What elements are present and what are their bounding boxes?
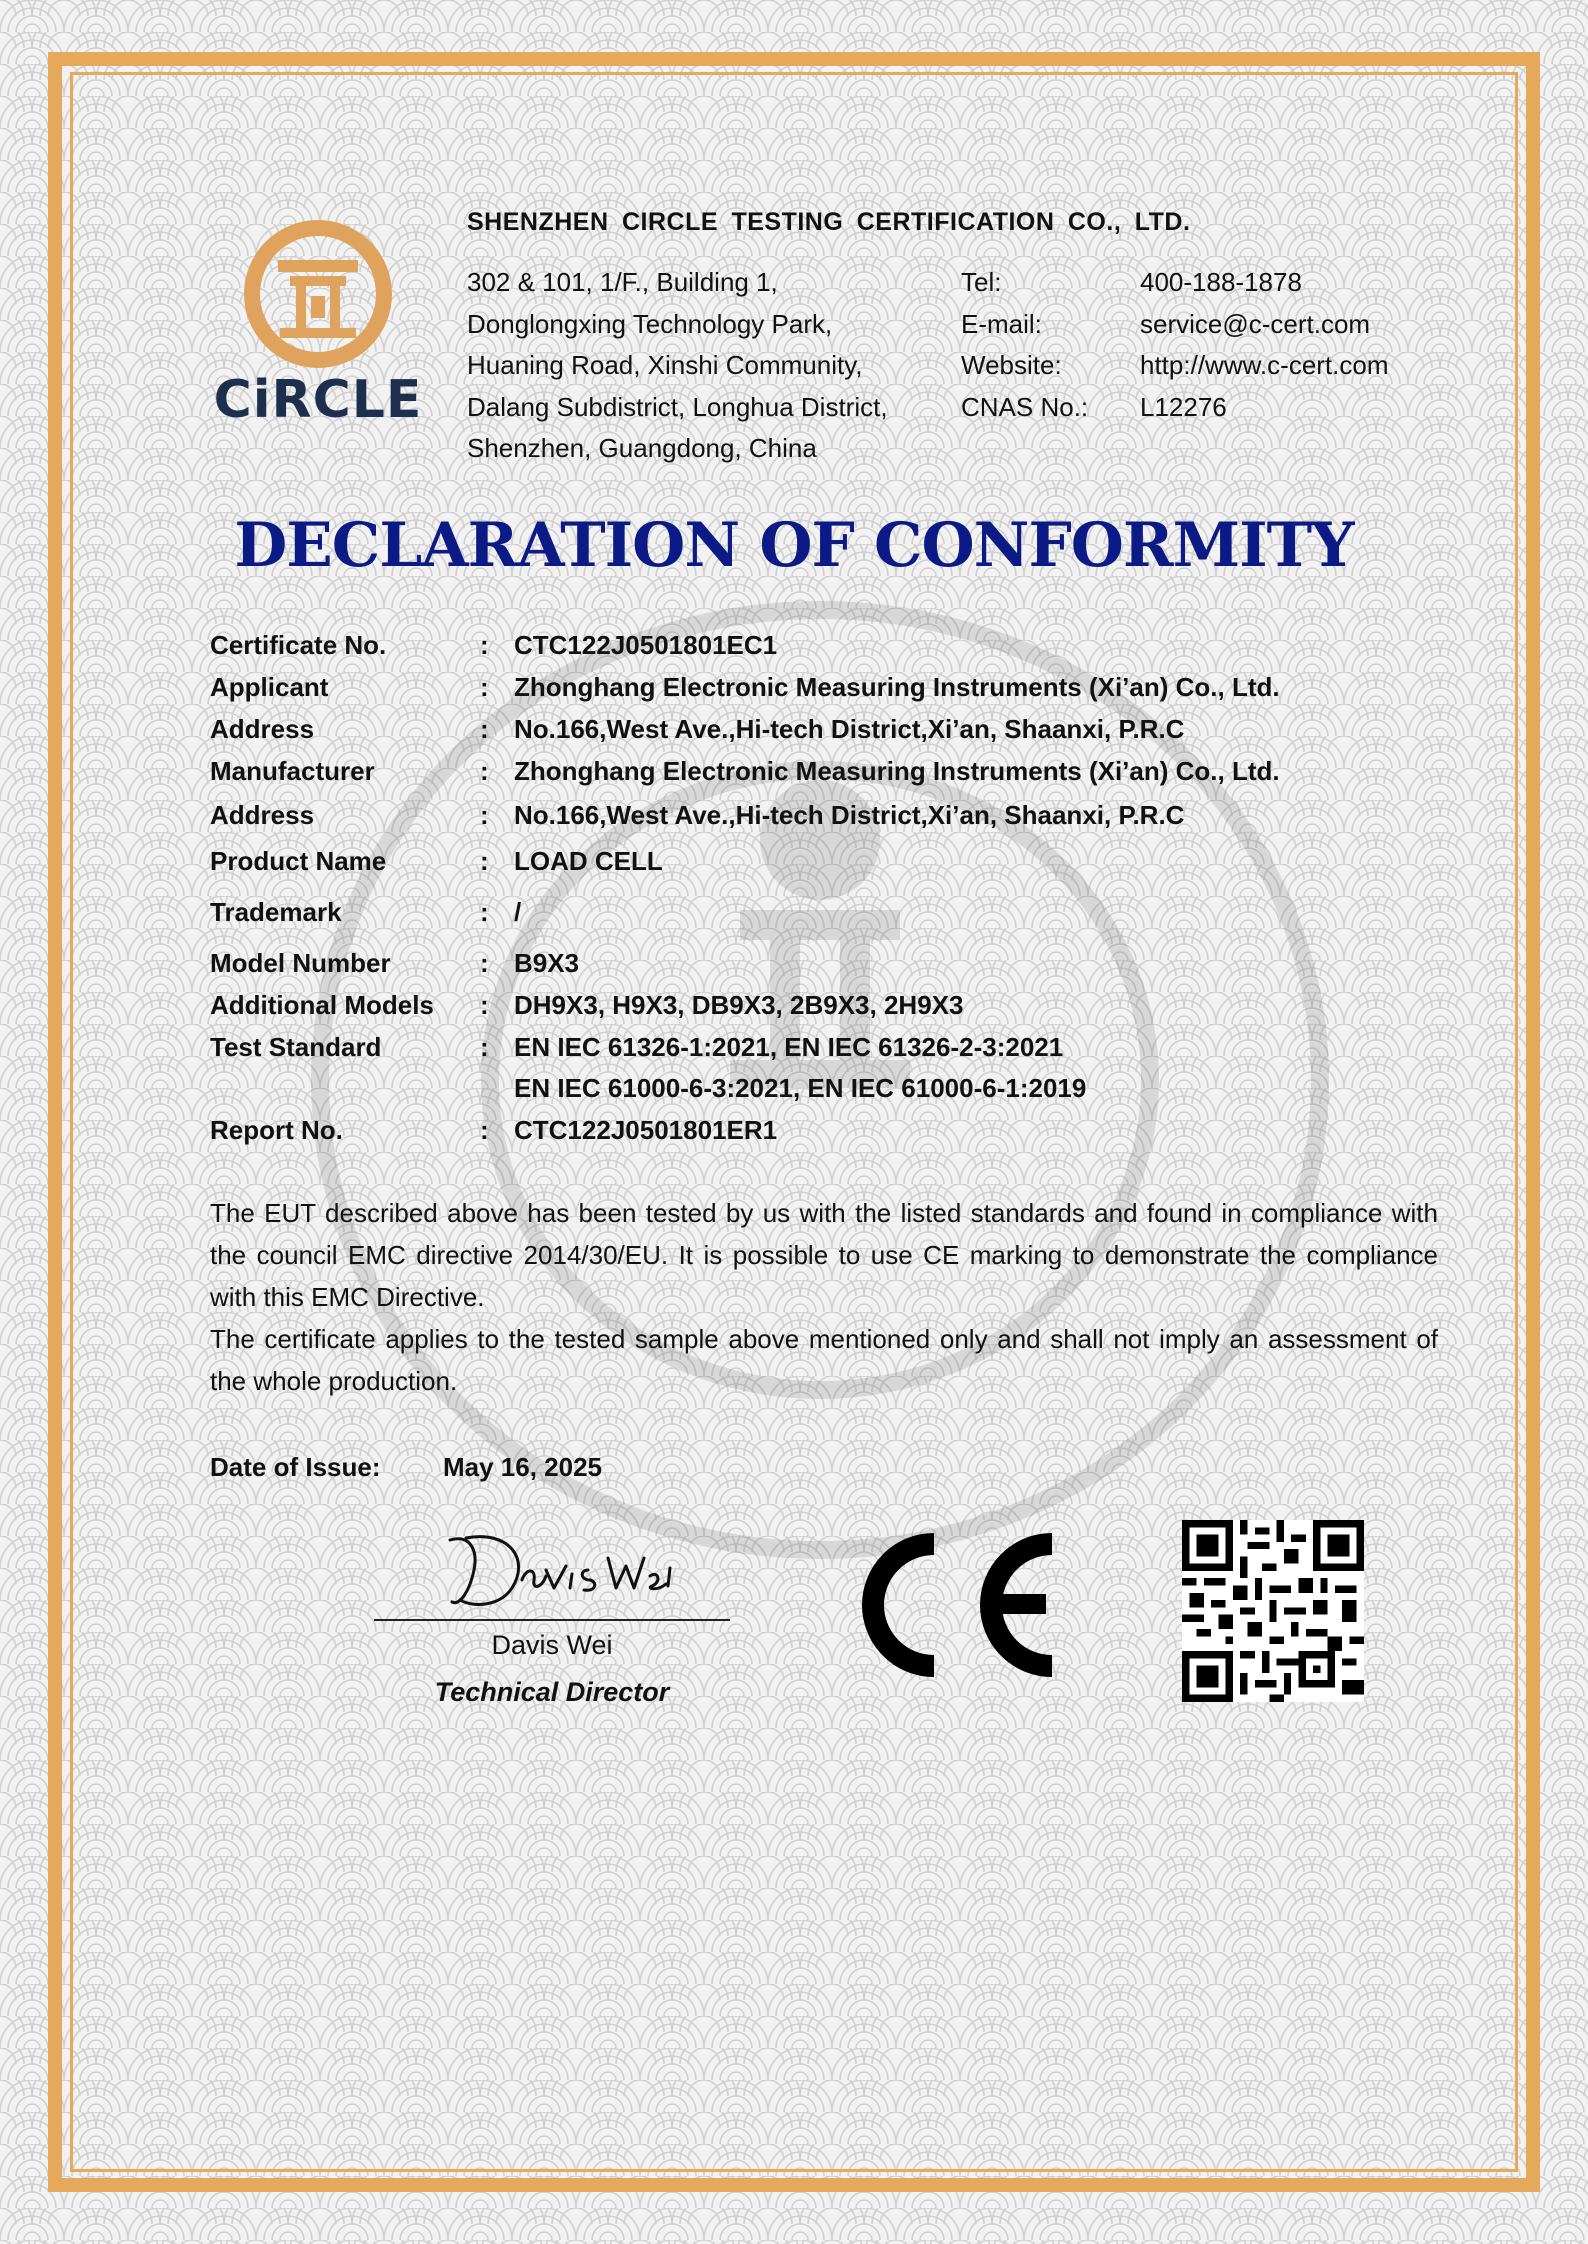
field-colon: : [480,1032,489,1062]
contact-value: service@c-cert.com [1140,308,1371,339]
field-label: Address [210,800,315,830]
field-label: Address [210,714,315,744]
circle-logo-emblem-icon [200,212,436,372]
address-line: Dalang Subdistrict, Longhua District, [467,391,888,422]
address-line: Donglongxing Technology Park, [467,308,833,339]
field-colon: : [480,897,489,927]
company-address [467,262,967,470]
date-of-issue-value: May 16, 2025 [443,1452,603,1482]
field-value: EN IEC 61000-6-3:2021, EN IEC 61000-6-1:2019 [514,1073,1087,1103]
address-line: 302 & 101, 1/F., Building 1, [467,267,778,297]
signature-line [374,1619,730,1621]
contact-label: Tel: [961,267,1002,297]
circle-logo [200,212,436,432]
field-label: Product Name [210,846,387,876]
contact-label: E-mail: [961,308,1042,339]
field-colon: : [480,800,489,830]
field-label: Trademark [210,897,342,927]
contact-value: L12276 [1140,391,1227,422]
field-value: EN IEC 61326-1:2021, EN IEC 61326-2-3:2021 [514,1032,1064,1062]
scope-statement: The certificate applies to the tested sample above mentioned only and shall not imply an assessment of the whole production. [210,1324,1438,1396]
logo-wordmark: CiRCLE [213,370,423,430]
field-value: LOAD CELL [514,846,663,876]
field-value: CTC122J0501801EC1 [514,630,778,660]
field-label: Certificate No. [210,630,387,660]
field-label: Applicant [210,672,329,702]
field-colon: : [480,990,489,1020]
ce-mark-icon [852,1530,1058,1680]
field-colon: : [480,1115,489,1145]
field-colon: : [480,630,489,660]
field-value: B9X3 [514,948,580,978]
contact-cnas [961,387,1389,429]
field-value: DH9X3, H9X3, DB9X3, 2B9X3, 2H9X3 [514,990,964,1020]
field-value: No.166,West Ave.,Hi-tech District,Xi’an, Shaanxi, P.R.C [514,800,1185,830]
field-colon: : [480,756,489,786]
contact-label: Website: [961,350,1062,380]
address-line: Huaning Road, Xinshi Community, [467,350,863,380]
handwritten-signature-icon [430,1510,680,1620]
field-colon: : [480,672,489,702]
compliance-statement: The EUT described above has been tested by us with the listed standards and found in compliance with the council EMC directive 2014/30/EU. It is possible to use CE marking to demonstrate the compliance with this EMC Directive. [210,1198,1438,1312]
qr-code-icon [1182,1520,1364,1702]
document-title: DECLARATION OF CONFORMITY [234,510,1354,581]
field-value: Zhonghang Electronic Measuring Instruments (Xi’an) Co., Ltd. [514,756,1280,786]
contact-label: CNAS No.: [961,391,1089,422]
contact-tel [961,262,1389,304]
field-label: Additional Models [210,990,434,1020]
date-of-issue-label: Date of Issue: [210,1452,381,1482]
field-value: No.166,West Ave.,Hi-tech District,Xi’an, Shaanxi, P.R.C [514,714,1185,744]
contact-value: http://www.c-cert.com [1140,350,1389,380]
field-label: Manufacturer [210,756,375,786]
contact-website [961,345,1389,387]
contact-email [961,304,1389,346]
contact-value: 400-188-1878 [1140,267,1302,297]
field-label: Report No. [210,1115,343,1145]
company-name: SHENZHEN CIRCLE TESTING CERTIFICATION CO., LTD. [467,208,1191,236]
field-colon: : [480,846,489,876]
field-label: Test Standard [210,1032,382,1062]
field-colon: : [480,948,489,978]
field-value: / [514,897,522,927]
field-colon: : [480,714,489,744]
company-contacts [961,262,1389,428]
field-value: CTC122J0501801ER1 [514,1115,778,1145]
signatory-name: Davis Wei [491,1630,613,1660]
field-label: Model Number [210,948,391,978]
address-line: Shenzhen, Guangdong, China [467,433,817,463]
field-value: Zhonghang Electronic Measuring Instruments (Xi’an) Co., Ltd. [514,672,1280,702]
signatory-title: Technical Director [434,1677,670,1707]
